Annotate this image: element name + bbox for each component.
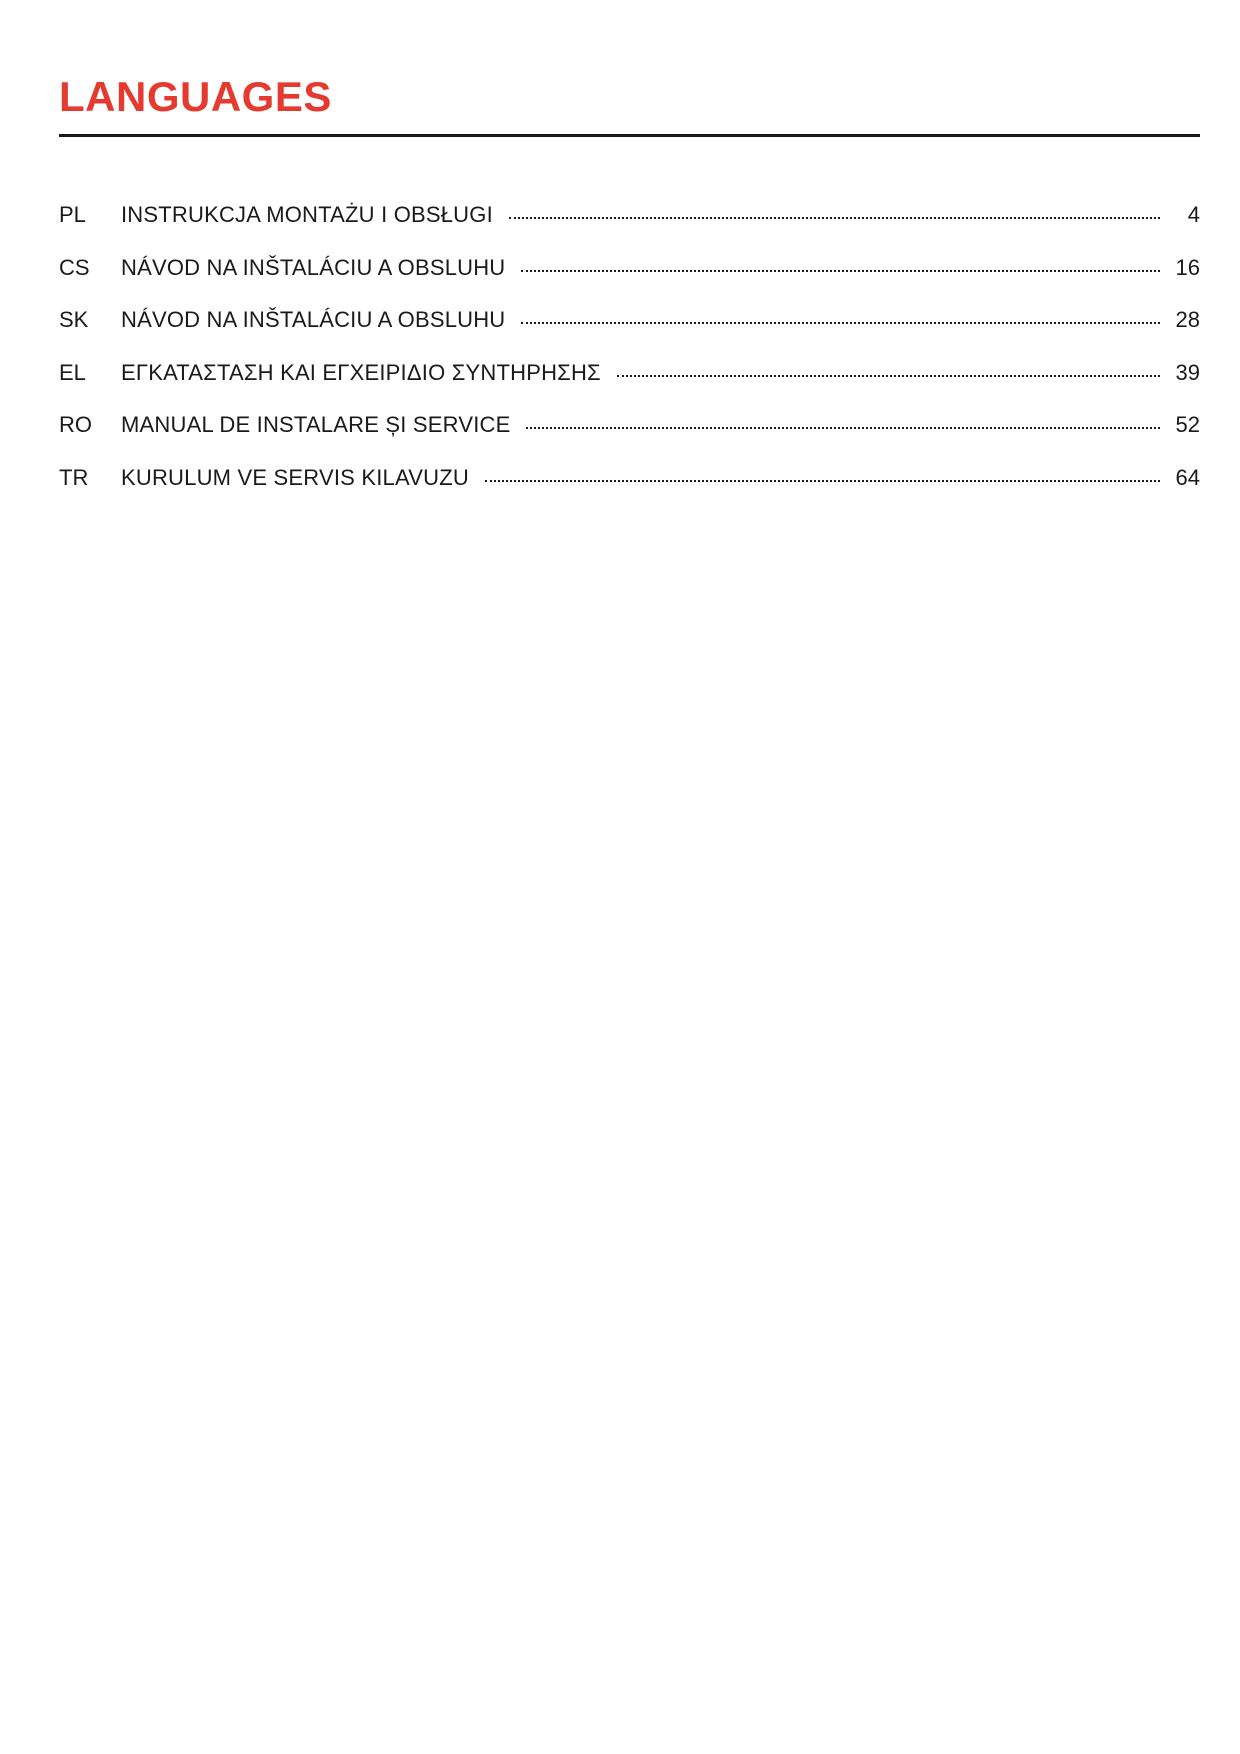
- dot-leader: [485, 480, 1160, 482]
- dot-leader: [617, 375, 1160, 377]
- toc-entry-el[interactable]: [59, 359, 1200, 415]
- page-number: 52: [1175, 412, 1200, 438]
- manual-title: KURULUM VE SERVIS KILAVUZU: [121, 464, 469, 490]
- toc-entry-pl[interactable]: [59, 204, 1200, 257]
- manual-title: MANUAL DE INSTALARE ȘI SERVICE: [121, 412, 511, 438]
- language-code: CS: [59, 254, 90, 280]
- manual-title: NÁVOD NA INŠTALÁCIU A OBSLUHU: [121, 307, 506, 333]
- page-number: 64: [1175, 464, 1200, 490]
- toc-entry-tr[interactable]: [59, 464, 1200, 520]
- page-title: LANGUAGES: [59, 73, 332, 120]
- dot-leader: [521, 270, 1160, 272]
- manual-title: NÁVOD NA INŠTALÁCIU A OBSLUHU: [121, 254, 506, 280]
- dot-leader: [509, 217, 1160, 219]
- toc-entry-ro[interactable]: [59, 414, 1200, 467]
- language-code: PL: [59, 202, 86, 227]
- page-number: 4: [1187, 202, 1200, 227]
- toc-entry-cs[interactable]: [59, 254, 1200, 310]
- page-number: 39: [1175, 359, 1200, 385]
- title-underline: [59, 134, 1200, 137]
- dot-leader: [521, 322, 1160, 324]
- language-code: EL: [59, 359, 86, 385]
- page-number: 28: [1175, 307, 1200, 333]
- dot-leader: [526, 427, 1160, 429]
- manual-title: INSTRUKCJA MONTAŻU I OBSŁUGI: [121, 202, 493, 227]
- toc-entry-sk[interactable]: [59, 309, 1200, 362]
- language-code: TR: [59, 464, 89, 490]
- language-code: SK: [59, 307, 89, 333]
- language-index: [59, 204, 1200, 520]
- page-number: 16: [1175, 254, 1200, 280]
- language-code: RO: [59, 412, 92, 438]
- manual-title: ΕΓΚΑΤΑΣΤΑΣΗ ΚΑΙ ΕΓΧΕΙΡΙΔΙΟ ΣΥΝΤΗΡΗΣΗΣ: [121, 359, 601, 385]
